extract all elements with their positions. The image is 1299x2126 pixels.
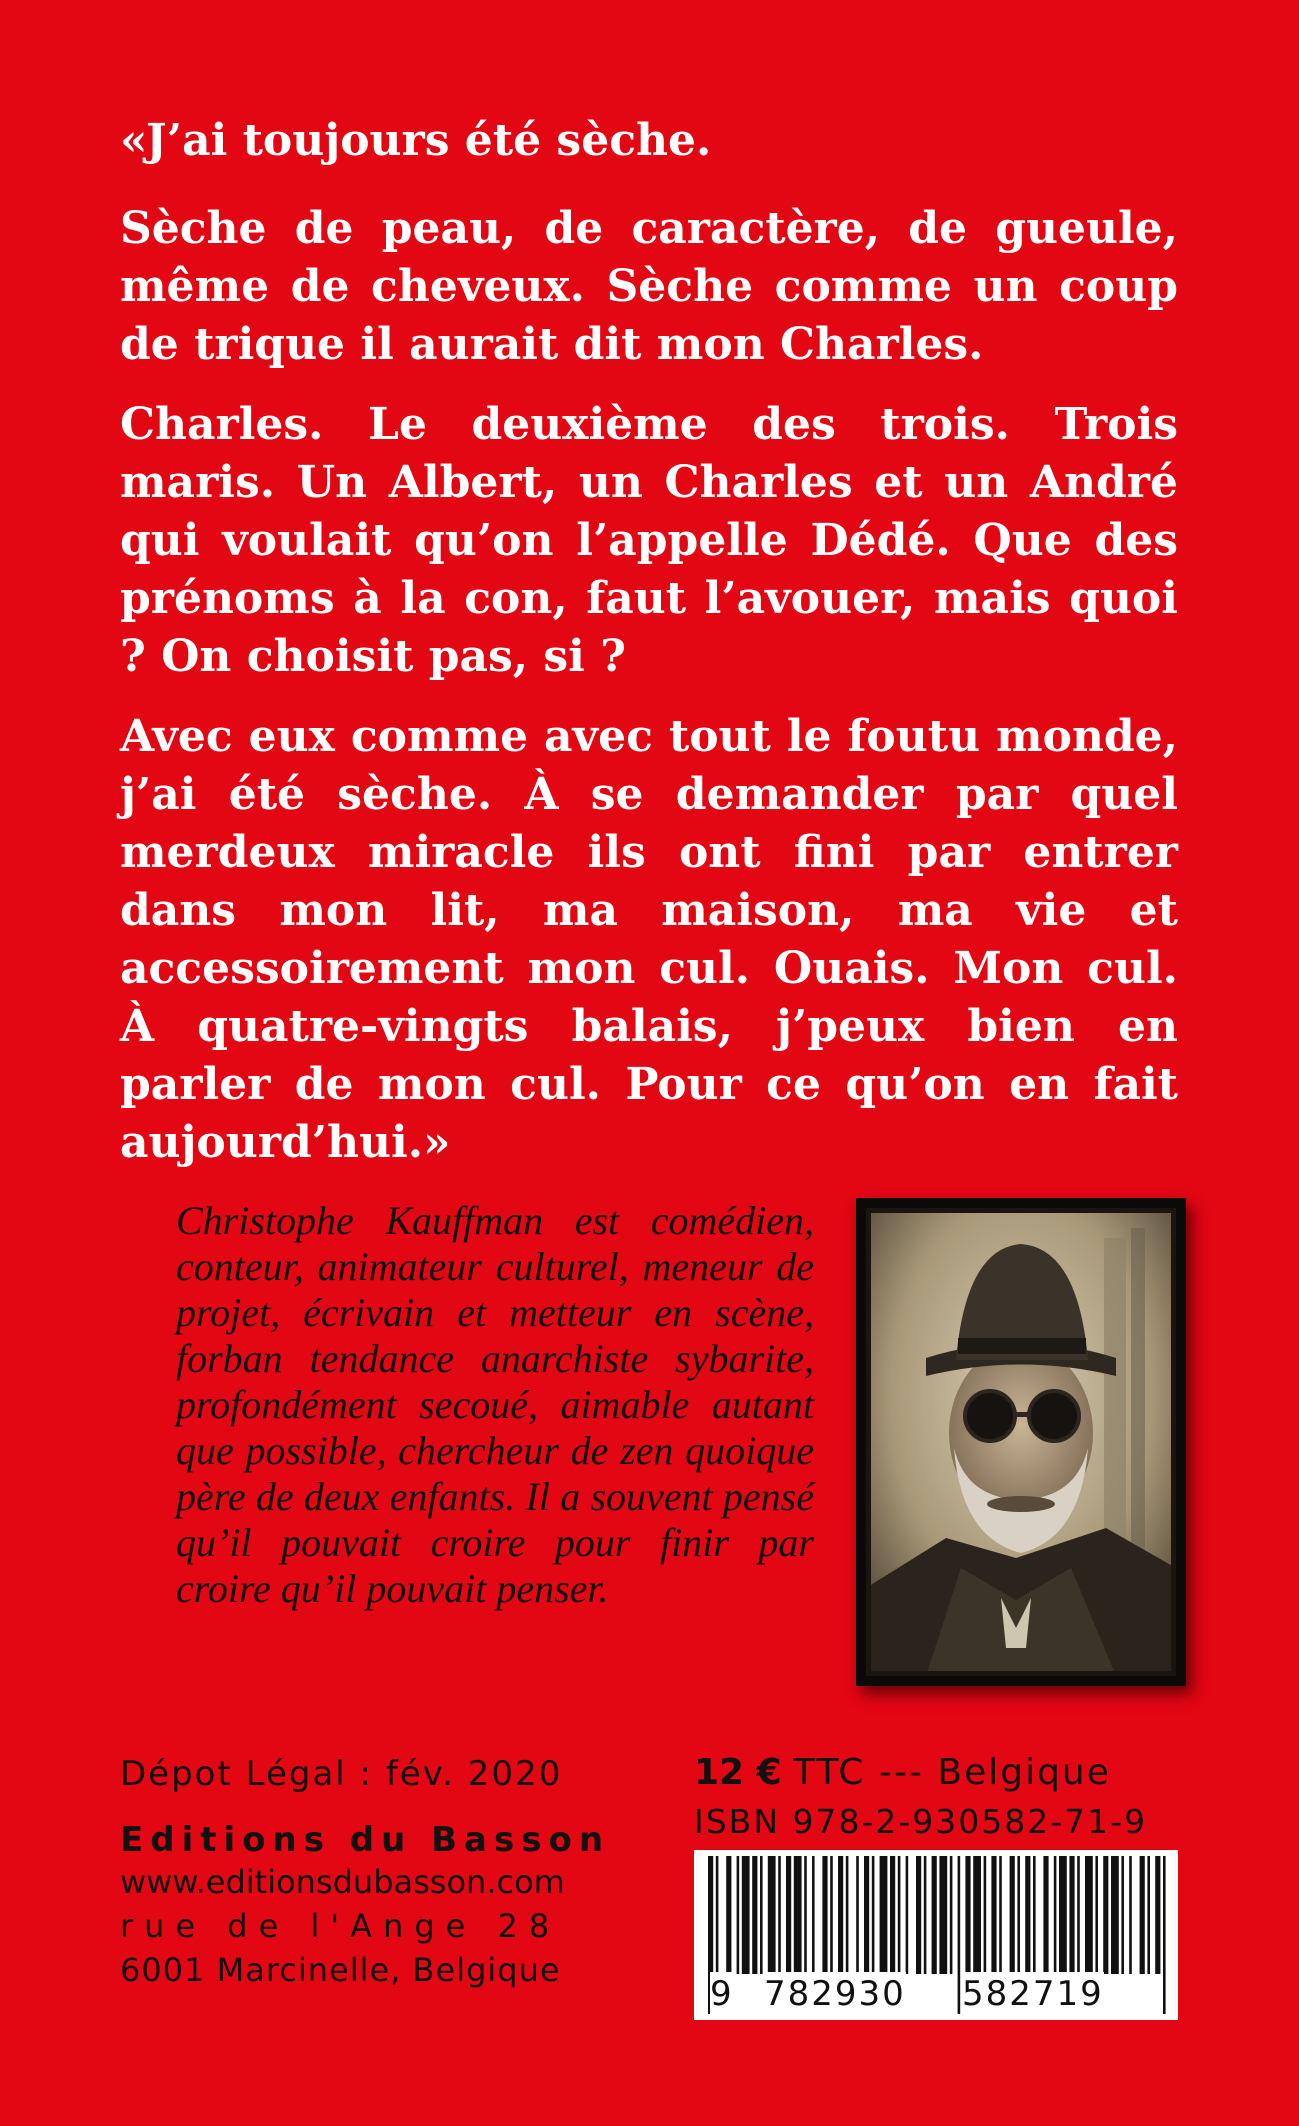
barcode-bar <box>1140 1856 1145 1974</box>
barcode-bar <box>794 1856 802 1974</box>
barcode-bar <box>932 1856 937 1974</box>
barcode-bar <box>1085 1856 1093 1974</box>
blurb-paragraph-1: «J’ai toujours été sèche. <box>120 115 712 166</box>
price-suffix: TTC --- Belgique <box>793 1752 1111 1793</box>
back-cover-blurb <box>120 112 1178 1194</box>
publisher-name: Editions du Basson <box>120 1820 611 1860</box>
barcode-bar <box>916 1856 921 1974</box>
publisher-website[interactable]: www.editionsdubasson.com <box>120 1863 565 1901</box>
barcode-bar <box>830 1856 833 1974</box>
barcode-bar <box>822 1856 827 1974</box>
barcode-bar <box>742 1856 750 1974</box>
legal-deposit: Dépot Légal : fév. 2020 <box>120 1754 563 1794</box>
price-line <box>694 1752 1180 1793</box>
barcode-left-group: 782930 <box>764 1974 906 2014</box>
barcode-bar <box>898 1856 901 1974</box>
barcode-bar <box>856 1856 859 1974</box>
barcode-bar <box>1033 1856 1036 1974</box>
barcode-bar <box>778 1856 781 1974</box>
barcode-bar <box>872 1856 875 1974</box>
barcode-bar <box>812 1856 815 1974</box>
barcode-bar <box>1025 1856 1030 1974</box>
barcode-bar <box>1103 1856 1108 1974</box>
barcode-first-digit: 9 <box>710 1974 734 2014</box>
isbn-number: ISBN 978-2-930582-71-9 <box>694 1802 1148 1841</box>
barcode-bar <box>1069 1856 1074 1974</box>
barcode-bar <box>1095 1856 1098 1974</box>
barcode <box>694 1850 1178 2020</box>
barcode-bar <box>1077 1856 1080 1974</box>
barcode-bar <box>1121 1856 1124 1974</box>
barcode-bar <box>1129 1856 1132 1974</box>
barcode-bar <box>984 1856 987 1974</box>
legal-info <box>120 1754 611 1992</box>
barcode-bar <box>838 1856 843 1974</box>
author-portrait-image <box>866 1208 1176 1676</box>
barcode-bar <box>1059 1856 1067 1974</box>
publisher-street: rue de l'Ange 28 <box>120 1907 561 1945</box>
barcode-bar <box>804 1856 807 1974</box>
barcode-bar <box>906 1856 909 1974</box>
barcode-bar <box>950 1856 953 1974</box>
barcode-bar <box>864 1856 869 1974</box>
price-amount: 12 € <box>694 1752 782 1793</box>
barcode-bar <box>1111 1856 1119 1974</box>
blurb-paragraph-4: Avec eux comme avec tout le foutu monde, j’ai été sèche. À se demander par quel merdeux miracle ils ont fini par entrer dans mon lit, ma maison, ma vie et accessoirement mon cul. Ouais. Mon cul. À quatre-vingts balais, j’peux bien en parler de mon cul. Pour ce qu’on en fait aujourd’hui.» <box>120 711 1178 1168</box>
barcode-bar <box>1163 1856 1166 2014</box>
barcode-bar <box>768 1856 776 1974</box>
barcode-bar <box>1054 1856 1057 1974</box>
barcode-bar <box>973 1856 981 1974</box>
author-bio: Christophe Kauffman est comédien, conteur, animateur culturel, meneur de projet, écrivain et metteur en scène, forban tendance anarchiste sybarite, profondément secoué, aimable autant que possible, chercheur de zen quoique père de deux enfants. Il a souvent pensé qu’il pouvait croire pour finir par croire qu’il pouvait penser. <box>176 1198 814 1611</box>
barcode-bar <box>752 1856 757 1974</box>
barcode-bar <box>760 1856 763 1974</box>
barcode-bar <box>737 1856 740 1974</box>
barcode-bar <box>1017 1856 1020 1974</box>
blurb-paragraph-2: Sèche de peau, de caractère, de gueule, même de cheveux. Sèche comme un coup de trique il aurait dit mon Charles. <box>120 203 1178 370</box>
barcode-bar <box>1010 1856 1015 1974</box>
barcode-bar <box>786 1856 791 1974</box>
barcode-bar <box>846 1856 849 1974</box>
barcode-bar <box>890 1856 895 1974</box>
barcode-bar <box>1043 1856 1048 1974</box>
author-photo <box>856 1198 1186 1686</box>
barcode-bar <box>999 1856 1002 1974</box>
barcode-bar <box>1155 1856 1160 1974</box>
barcode-bar <box>924 1856 927 1974</box>
barcode-bar <box>958 1856 961 2014</box>
barcode-bar <box>880 1856 888 1974</box>
barcode-bar <box>1147 1856 1150 1974</box>
barcode-bar <box>939 1856 947 1974</box>
barcode-right-group: 582719 <box>962 1974 1104 2014</box>
barcode-bar <box>726 1856 731 1974</box>
barcode-bar <box>991 1856 996 1974</box>
blurb-paragraph-3: Charles. Le deuxième des trois. Trois maris. Un Albert, un Charles et un André qui voulait qu’on l’appelle Dédé. Que des prénoms à la con, faut l’avouer, mais quoi ? On choisit pas, si ? <box>120 399 1178 682</box>
publisher-city: 6001 Marcinelle, Belgique <box>120 1951 561 1989</box>
